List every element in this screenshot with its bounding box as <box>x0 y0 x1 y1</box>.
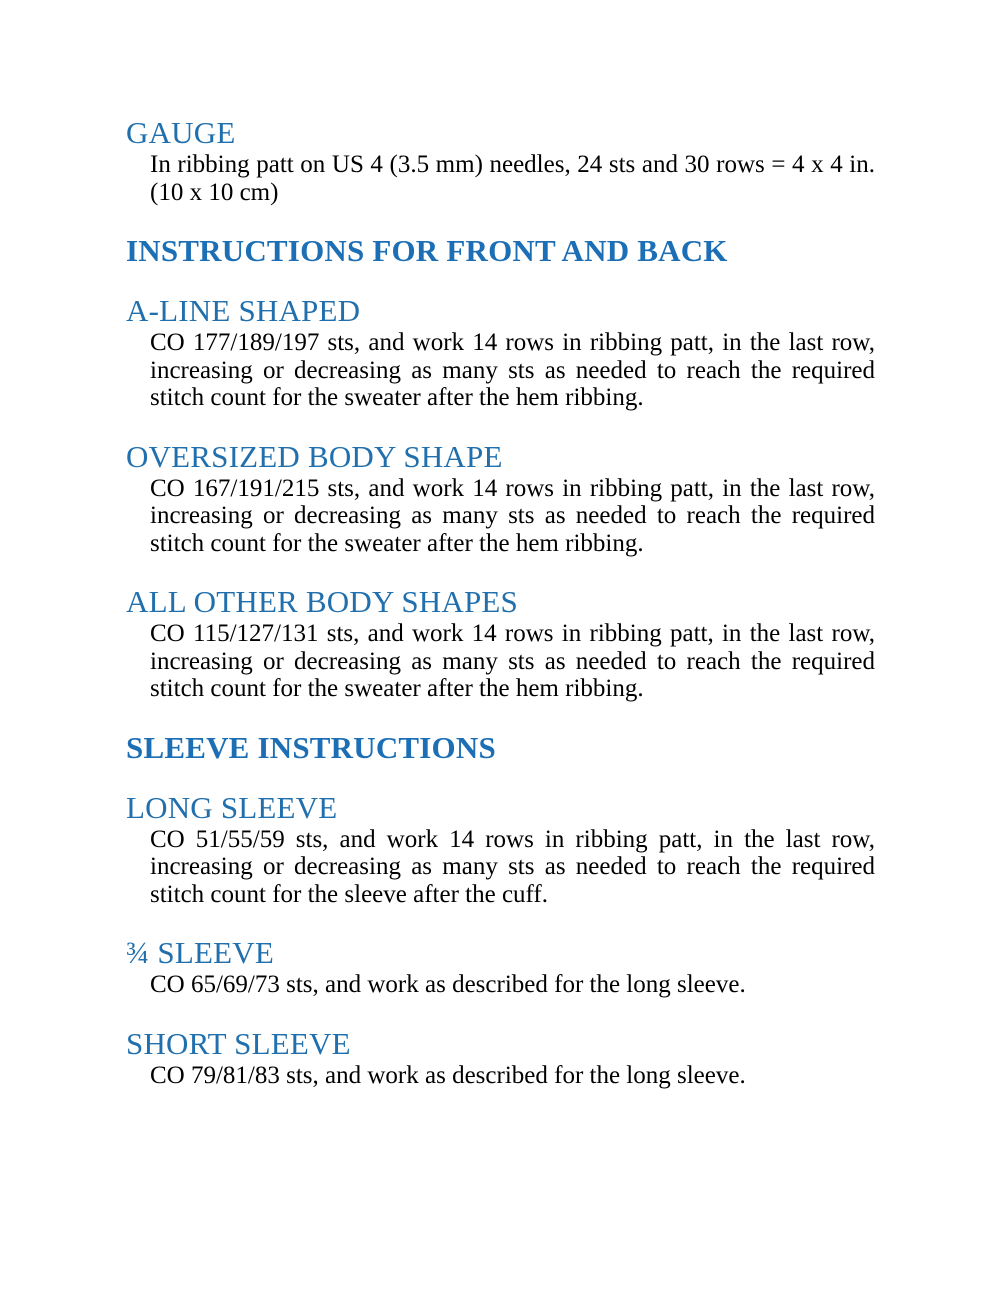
section-sleeve-instructions <box>126 729 875 765</box>
section-short-sleeve <box>126 1025 875 1090</box>
heading-instructions-front-back: INSTRUCTIONS FOR FRONT AND BACK <box>126 233 728 268</box>
section-three-quarter-sleeve <box>126 937 875 999</box>
heading-all-other-body-shapes: ALL OTHER BODY SHAPES <box>126 584 519 619</box>
heading-three-quarter-sleeve: ¾ SLEEVE <box>126 935 274 970</box>
section-all-other-body-shapes <box>126 586 875 703</box>
paragraph-short-sleeve: CO 79/81/83 sts, and work as described for the long sleeve. <box>150 1061 746 1089</box>
paragraph-a-line-shaped: CO 177/189/197 sts, and work 14 rows in ribbing patt, in the last row, increasing or decreasing as many sts as needed to reach the required stitch count for the sweater after the hem ribbing. <box>150 329 875 411</box>
section-oversized-body-shape <box>126 438 875 558</box>
paragraph-oversized-body-shape: CO 167/191/215 sts, and work 14 rows in ribbing patt, in the last row, increasing or decreasing as many sts as needed to reach the required stitch count for the sweater after the hem ribbing. <box>150 474 875 557</box>
paragraph-long-sleeve: CO 51/55/59 sts, and work 14 rows in ribbing patt, in the last row, increasing or decreasing as many sts as needed to reach the required stitch count for the sleeve after the cuff. <box>150 825 875 908</box>
paragraph-all-other-body-shapes: CO 115/127/131 sts, and work 14 rows in ribbing patt, in the last row, increasing or decreasing as many sts as needed to reach the required stitch count for the sweater after the hem ribbing. <box>150 620 875 702</box>
heading-sleeve-instructions: SLEEVE INSTRUCTIONS <box>126 729 496 765</box>
heading-short-sleeve: SHORT SLEEVE <box>126 1025 351 1061</box>
heading-gauge: GAUGE <box>126 115 236 150</box>
section-long-sleeve <box>126 789 875 909</box>
paragraph-three-quarter-sleeve: CO 65/69/73 sts, and work as described for the long sleeve. <box>150 971 746 998</box>
heading-long-sleeve: LONG SLEEVE <box>126 789 338 825</box>
heading-a-line-shaped: A-LINE SHAPED <box>126 293 361 328</box>
section-gauge <box>126 117 875 206</box>
section-front-and-back <box>126 235 875 266</box>
paragraph-gauge: In ribbing patt on US 4 (3.5 mm) needles, 24 sts and 30 rows = 4 x 4 in. (10 x 10 cm) <box>150 151 875 206</box>
heading-oversized-body-shape: OVERSIZED BODY SHAPE <box>126 438 503 474</box>
section-a-line-shaped <box>126 295 875 412</box>
